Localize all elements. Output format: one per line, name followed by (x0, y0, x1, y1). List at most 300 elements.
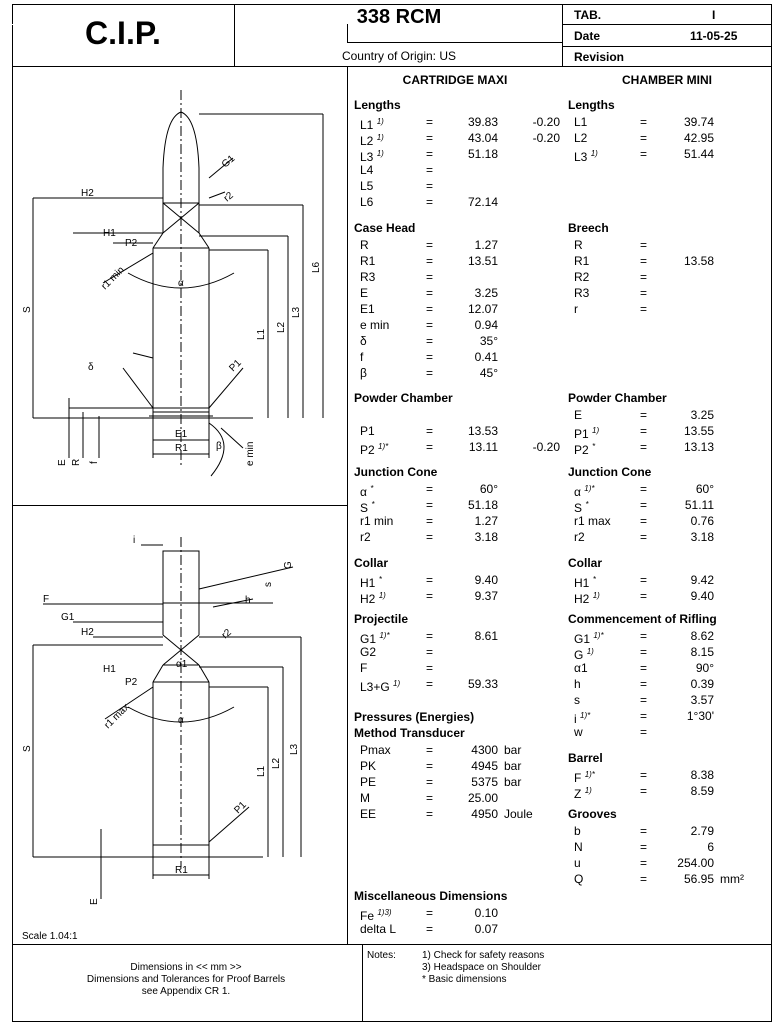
dimension-value: 9.42 (690, 573, 714, 587)
dimension-row (360, 774, 560, 790)
drawing-label: β (216, 441, 222, 452)
note-item: 1) Check for safety reasons (422, 950, 545, 961)
dimension-value: 8.15 (690, 645, 714, 659)
dimension-symbol: r1 max (574, 514, 611, 528)
drawing-label: H2 (81, 188, 94, 199)
dimension-label (360, 806, 376, 822)
equals-sign: = (426, 318, 434, 332)
dimension-row (360, 806, 560, 822)
drawing-label: E (89, 898, 100, 905)
dimension-value: 13.58 (683, 254, 714, 268)
dimension-value: 8.59 (690, 784, 714, 798)
dimension-symbol: r (574, 302, 578, 316)
dimension-row (360, 628, 560, 644)
dimension-symbol: α (574, 485, 581, 499)
dimension-value: 56.95 (683, 872, 714, 886)
note-item: * Basic dimensions (422, 974, 507, 985)
drawing-label: s (263, 582, 274, 587)
equals-sign: = (640, 408, 648, 422)
drawing-label: S (22, 306, 33, 313)
divider (562, 46, 772, 47)
dimension-symbol: H2 (360, 592, 376, 606)
equals-sign: = (426, 163, 434, 177)
equals-sign: = (426, 302, 434, 316)
dimension-tolerance: -0.20 (532, 115, 560, 129)
drawing-label: α1 (176, 659, 188, 670)
equals-sign: = (640, 254, 648, 268)
dimension-row (360, 349, 560, 365)
dimension-symbol: P2 (360, 443, 375, 457)
footnote-marker: 1)* (584, 484, 595, 493)
equals-sign: = (426, 147, 434, 161)
dimension-label (360, 253, 375, 269)
dimension-symbol: r1 min (360, 514, 394, 528)
drawing-label: R1 (175, 865, 188, 876)
equals-sign: = (426, 677, 434, 691)
dimension-label (574, 529, 585, 545)
footnote-marker: * (592, 575, 596, 584)
dimension-row (360, 269, 560, 285)
dimension-row (360, 285, 560, 301)
dimension-value: 51.11 (684, 498, 714, 512)
dimension-value: 59.33 (467, 677, 498, 691)
section-title: Grooves (568, 807, 617, 821)
dimension-row (574, 588, 772, 604)
drawing-label: L3 (291, 306, 302, 318)
dimension-symbol: L2 (574, 131, 588, 145)
divider (562, 24, 772, 25)
section-title: Miscellaneous Dimensions (354, 889, 508, 903)
dimension-value: 0.41 (474, 350, 498, 364)
dimension-row (574, 871, 772, 887)
dimension-symbol: h (574, 677, 581, 691)
equals-sign: = (426, 195, 434, 209)
dimension-row (360, 513, 560, 529)
dimension-symbol: L4 (360, 163, 374, 177)
dimension-value: 3.25 (690, 408, 714, 422)
note-item: 3) Headspace on Shoulder (422, 962, 541, 973)
dimension-symbol: Q (574, 872, 584, 886)
dimension-value: 13.55 (683, 424, 714, 438)
dimension-row (360, 423, 560, 439)
equals-sign: = (640, 440, 648, 454)
equals-sign: = (640, 498, 648, 512)
dimension-symbol: H1 (574, 576, 590, 590)
dimension-symbol: f (360, 350, 364, 364)
dimension-symbol: e min (360, 318, 390, 332)
footnote-marker: 1) (590, 149, 598, 158)
dimension-label (574, 588, 600, 607)
dimensions-note (12, 962, 360, 998)
equals-sign: = (426, 922, 434, 936)
equals-sign: = (640, 589, 648, 603)
dimension-label (574, 237, 583, 253)
dimension-row (360, 529, 560, 545)
dimension-unit: Joule (504, 807, 533, 821)
dimension-row (360, 905, 560, 921)
equals-sign: = (426, 791, 434, 805)
dimension-row (360, 146, 560, 162)
equals-sign: = (640, 661, 648, 675)
equals-sign: = (426, 424, 434, 438)
drawing-label: E1 (175, 429, 188, 440)
section-subtitle: Method Transducer (354, 726, 465, 740)
dimension-value: 0.94 (474, 318, 498, 332)
dimension-symbol: R1 (360, 254, 376, 268)
revision-label: Revision (574, 50, 625, 64)
scale-label: Scale 1.04:1 (22, 931, 78, 942)
dimension-label (574, 513, 611, 529)
drawing-label: L1 (256, 765, 267, 777)
notes-label: Notes: (367, 950, 396, 961)
drawing-label: H2 (81, 627, 94, 638)
drawing-label: L2 (276, 321, 287, 333)
drawing-label: P2 (125, 238, 138, 249)
dimension-symbol: b (574, 824, 581, 838)
equals-sign: = (640, 784, 648, 798)
chamber-column-heading: CHAMBER MINI (622, 73, 712, 87)
dimension-symbol: delta L (360, 922, 397, 936)
equals-sign: = (426, 270, 434, 284)
dimension-label (360, 588, 386, 607)
dimension-row (574, 497, 772, 513)
dimension-value: 0.10 (474, 906, 498, 920)
dimension-value: 8.61 (474, 629, 498, 643)
footnote-marker: 1)* (580, 711, 591, 720)
dimension-value: 25.00 (467, 791, 498, 805)
dimension-symbol: α (360, 485, 367, 499)
equals-sign: = (426, 589, 434, 603)
drawing-label: S (22, 745, 33, 752)
dimension-row (360, 237, 560, 253)
dimension-label (360, 349, 363, 365)
equals-sign: = (640, 677, 648, 691)
drawing-label: α (178, 278, 184, 289)
drawing-label: r2 (221, 190, 236, 205)
dimension-label (360, 194, 373, 210)
dimension-row (360, 481, 560, 497)
dimension-unit: bar (504, 759, 522, 773)
divider (347, 67, 348, 944)
section-title: Breech (568, 221, 609, 235)
equals-sign: = (640, 147, 648, 161)
dimension-symbol: R (574, 238, 583, 252)
dimension-symbol: PK (360, 759, 377, 773)
dimension-symbol: R2 (574, 270, 590, 284)
dimension-label (360, 439, 388, 458)
dimension-label (574, 439, 595, 458)
dimension-row (574, 767, 772, 783)
drawing-label: E (57, 459, 68, 466)
dimension-row (574, 783, 772, 799)
dimension-row (360, 365, 560, 381)
section-title: Commencement of Rifling (568, 612, 717, 626)
equals-sign: = (640, 872, 648, 886)
dimensions-note-line: Dimensions and Tolerances for Proof Barrels (86, 974, 286, 985)
dimension-value: 12.07 (467, 302, 498, 316)
equals-sign: = (426, 530, 434, 544)
dimension-row (360, 588, 560, 604)
dimension-value: 45° (479, 366, 498, 380)
country-of-origin: Country of Origin: US (341, 49, 457, 63)
dimension-symbol: L2 (360, 134, 374, 148)
dimension-label (360, 676, 400, 695)
dimension-row (360, 572, 560, 588)
dimension-value: 51.18 (467, 498, 498, 512)
footnote-marker: 1)* (593, 631, 604, 640)
dimension-row (574, 253, 772, 269)
dimension-symbol: L1 (360, 118, 374, 132)
drawing-label: h (245, 595, 251, 606)
dimension-value: 2.79 (690, 824, 714, 838)
dimension-symbol: S (360, 501, 369, 515)
dimension-symbol: L3 (574, 150, 588, 164)
dimension-label (574, 130, 587, 146)
dimension-row (574, 855, 772, 871)
dimension-symbol: N (574, 840, 583, 854)
dimension-value: 60° (479, 482, 498, 496)
drawing-label: P2 (125, 677, 138, 688)
dimension-value: 9.40 (690, 589, 714, 603)
dimension-label (574, 114, 587, 130)
footnote-marker: * (585, 500, 589, 509)
dimensions-note-line: see Appendix CR 1. (141, 986, 231, 997)
dimension-row (574, 423, 772, 439)
dimension-symbol: R3 (574, 286, 590, 300)
dimension-label (574, 871, 583, 887)
dimension-value: 4945 (471, 759, 498, 773)
divider (12, 944, 362, 945)
drawing-label: L3 (289, 743, 300, 755)
drawing-label: r1 max (102, 701, 132, 732)
equals-sign: = (640, 768, 648, 782)
dimension-value: 13.53 (467, 424, 498, 438)
dimension-symbol: Z (574, 787, 582, 801)
drawing-label: L2 (271, 757, 282, 769)
dimension-row (574, 724, 772, 740)
dimension-symbol: L3+G (360, 680, 390, 694)
footnote-marker: * (592, 442, 596, 451)
equals-sign: = (426, 482, 434, 496)
equals-sign: = (640, 824, 648, 838)
dimension-row (360, 114, 560, 130)
drawing-label: f (89, 461, 100, 464)
dimension-row (360, 660, 560, 676)
section-title: Case Head (354, 221, 416, 235)
drawing-label: F (43, 594, 50, 605)
dimension-label (360, 162, 373, 178)
equals-sign: = (426, 743, 434, 757)
dimension-value: 5375 (471, 775, 498, 789)
footnote-marker: 1) (592, 426, 600, 435)
equals-sign: = (640, 530, 648, 544)
section-title: Pressures (Energies) (354, 710, 475, 724)
dimension-symbol: P2 (574, 443, 589, 457)
equals-sign: = (640, 238, 648, 252)
equals-sign: = (426, 645, 434, 659)
dimension-label (574, 285, 589, 301)
dimension-value: 51.44 (683, 147, 714, 161)
dimension-row (574, 708, 772, 724)
drawing-label: G (283, 561, 294, 569)
equals-sign: = (640, 514, 648, 528)
dimension-label (574, 269, 589, 285)
divider (12, 505, 347, 506)
drawing-label: L6 (311, 261, 322, 273)
cartridge-name: 338 RCM (356, 6, 442, 28)
equals-sign: = (426, 775, 434, 789)
tab-label: TAB. (574, 8, 602, 22)
dimension-row (360, 333, 560, 349)
cartridge-drawing (13, 68, 346, 504)
footnote-marker: 1)3) (377, 908, 392, 917)
dimension-row (360, 439, 560, 455)
dimension-row (574, 407, 772, 423)
dimension-label (574, 301, 578, 317)
dimension-label (360, 178, 373, 194)
dimension-row (574, 301, 772, 317)
dimension-row (574, 513, 772, 529)
dimension-row (574, 676, 772, 692)
dimension-label (574, 692, 580, 708)
dimension-symbol: R (360, 238, 369, 252)
dimension-value: 13.13 (683, 440, 714, 454)
dimension-symbol: H1 (360, 576, 376, 590)
dimension-row (360, 758, 560, 774)
equals-sign: = (640, 856, 648, 870)
dimension-row (574, 823, 772, 839)
equals-sign: = (640, 286, 648, 300)
equals-sign: = (426, 906, 434, 920)
drawing-label: G1 (219, 153, 238, 171)
dimension-row (574, 529, 772, 545)
drawing-label: G1 (61, 612, 75, 623)
dimension-row (574, 146, 772, 162)
dimension-label (360, 529, 371, 545)
section-title: Collar (568, 556, 603, 570)
footnote-marker: 1) (378, 591, 386, 600)
dimension-value: 0.07 (474, 922, 498, 936)
equals-sign: = (640, 629, 648, 643)
dimension-value: 39.74 (683, 115, 714, 129)
drawing-label: P1 (227, 357, 244, 375)
dimension-symbol: E1 (360, 302, 375, 316)
dimension-value: 3.18 (474, 530, 498, 544)
dimension-value: 51.18 (467, 147, 498, 161)
dimension-value: 3.57 (690, 693, 714, 707)
equals-sign: = (640, 482, 648, 496)
footnote-marker: * (371, 500, 375, 509)
dimension-row (574, 269, 772, 285)
dimension-row (574, 692, 772, 708)
equals-sign: = (426, 661, 434, 675)
date-value: 11-05-25 (690, 29, 738, 43)
dimension-row (574, 644, 772, 660)
dimension-row (574, 114, 772, 130)
dimension-label (360, 513, 393, 529)
equals-sign: = (426, 514, 434, 528)
equals-sign: = (426, 629, 434, 643)
dimension-label (574, 855, 581, 871)
dimension-value: 0.39 (690, 677, 714, 691)
dimension-row (360, 644, 560, 660)
dimension-value: 13.11 (468, 440, 498, 454)
equals-sign: = (426, 498, 434, 512)
footnote-marker: 1)* (378, 442, 389, 451)
equals-sign: = (426, 366, 434, 380)
footnote-marker: 1) (376, 133, 384, 142)
dimension-value: 9.37 (474, 589, 498, 603)
footnote-marker: 1) (584, 786, 592, 795)
dimension-symbol: u (574, 856, 581, 870)
dimension-row (360, 130, 560, 146)
dimension-symbol: EE (360, 807, 377, 821)
section-title: Lengths (568, 98, 615, 112)
dimension-value: 35° (479, 334, 498, 348)
equals-sign: = (426, 238, 434, 252)
drawing-label: α (178, 715, 184, 726)
dimension-symbol: E (574, 408, 583, 422)
dimension-value: 3.25 (474, 286, 498, 300)
drawing-label: R (71, 458, 82, 466)
section-title: Junction Cone (354, 465, 438, 479)
dimension-row (360, 178, 560, 194)
dimension-symbol: E (360, 286, 369, 300)
dimension-row (574, 237, 772, 253)
footnote-marker: 1) (376, 149, 384, 158)
section-title: Barrel (568, 751, 603, 765)
footnote-marker: 1)* (584, 770, 595, 779)
dimension-symbol: δ (360, 334, 367, 348)
dimension-row (574, 660, 772, 676)
section-title: Projectile (354, 612, 409, 626)
equals-sign: = (640, 302, 648, 316)
dimension-row (360, 790, 560, 806)
drawing-label: r2 (219, 627, 234, 642)
dimension-row (360, 921, 560, 937)
equals-sign: = (640, 115, 648, 129)
dimension-value: 6 (707, 840, 714, 854)
cartridge-column-heading: CARTRIDGE MAXI (402, 73, 508, 87)
dimension-unit: mm² (720, 872, 744, 886)
dimension-value: 1.27 (474, 238, 498, 252)
dimension-row (360, 301, 560, 317)
dimension-label (574, 724, 583, 740)
dimension-label (574, 660, 588, 676)
dimension-label (360, 742, 391, 758)
equals-sign: = (426, 807, 434, 821)
drawing-label: H1 (103, 664, 116, 675)
dimension-value: 4300 (471, 743, 498, 757)
dimension-value: 1°30' (686, 709, 714, 723)
equals-sign: = (640, 131, 648, 145)
footnote-marker: 1) (592, 591, 600, 600)
equals-sign: = (640, 270, 648, 284)
dimension-label (574, 783, 592, 802)
drawing-label: L1 (256, 328, 267, 340)
dimension-label (360, 423, 375, 439)
dimension-label (360, 921, 396, 937)
footnote-marker: 1) (376, 117, 384, 126)
dimension-symbol: Fe (360, 909, 375, 923)
drawing-label: R1 (175, 443, 188, 454)
dimension-label (360, 365, 367, 381)
drawing-label: P1 (232, 799, 249, 817)
equals-sign: = (426, 759, 434, 773)
equals-sign: = (426, 131, 434, 145)
dimension-value: 42.95 (683, 131, 714, 145)
footnote-marker: 1) (393, 679, 401, 688)
